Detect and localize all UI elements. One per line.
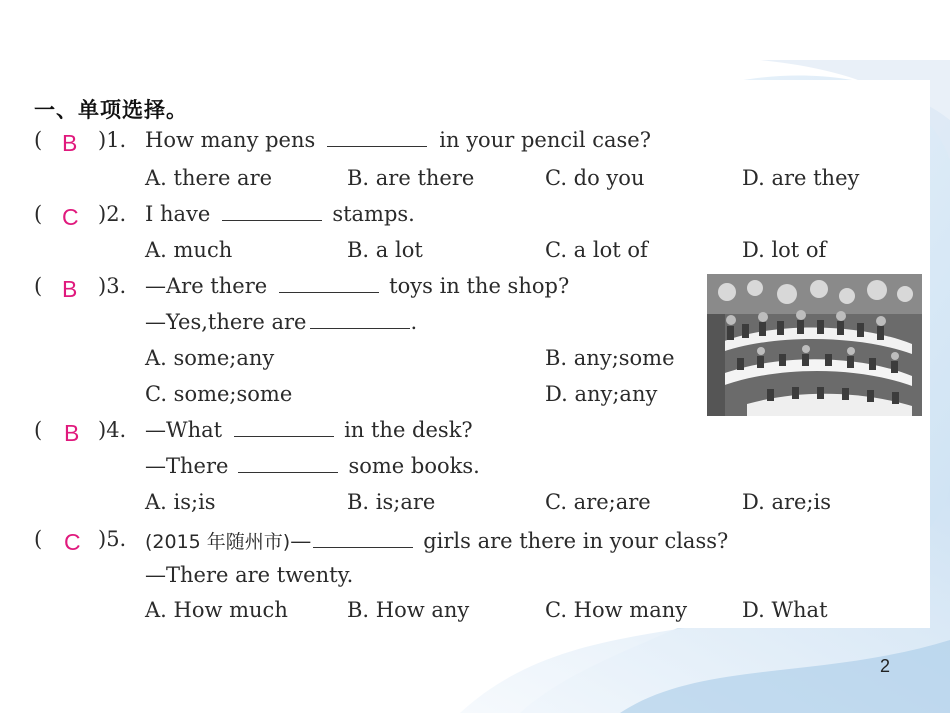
answer-letter: B [62,276,78,302]
question-stem-line-2: —There are twenty. [145,563,354,587]
option-a: A. much [145,238,233,262]
answer-letter: C [64,529,81,555]
answer-paren: ( [34,128,43,152]
question-number: )5. [98,527,127,551]
option-a: A. is;is [145,490,216,514]
option-d: D. lot of [742,238,827,262]
option-c: C. do you [545,166,645,190]
answer-paren: ( [34,274,43,298]
section-title: 一、单项选择。 [34,98,188,122]
answer-blank [222,202,322,221]
question-stem: (2015 年随州市)— girls are there in your class? [145,529,729,553]
answer-blank [234,418,334,437]
option-c: C. some;some [145,382,293,406]
answer-blank [313,529,413,548]
answer-letter: B [62,130,78,156]
option-b: B. any;some [545,346,675,370]
option-b: B. is;are [347,490,436,514]
question-source: (2015 年随州市) [145,531,291,553]
question-stem: How many pens in your pencil case? [145,128,651,152]
question-number: )4. [98,418,127,442]
answer-blank [310,310,410,329]
answer-letter: B [64,420,80,446]
option-a: A. there are [145,166,273,190]
option-d: D. are;is [742,490,831,514]
answer-blank [238,454,338,473]
option-a: A. some;any [145,346,275,370]
option-d: D. are they [742,166,860,190]
question-stem-line-2: —Yes,there are . [145,310,418,334]
question-stem-line-2: —There some books. [145,454,480,478]
option-b: B. are there [347,166,475,190]
question-number: )2. [98,202,127,226]
question-number: )1. [98,128,127,152]
question-number: )3. [98,274,127,298]
answer-paren: ( [34,418,43,442]
question-stem: —What in the desk? [145,418,473,442]
option-d: D. any;any [545,382,658,406]
option-c: C. How many [545,598,688,622]
question-stem: —Are there toys in the shop? [145,274,570,298]
answer-letter: C [62,204,79,230]
answer-blank [279,274,379,293]
option-c: C. a lot of [545,238,648,262]
option-b: B. a lot [347,238,423,262]
page-number: 2 [880,656,891,676]
question-stem: I have stamps. [145,202,415,226]
option-b: B. How any [347,598,470,622]
option-a: A. How much [145,598,288,622]
option-c: C. are;are [545,490,651,514]
toy-shop-photo [707,274,922,416]
answer-paren: ( [34,527,43,551]
option-d: D. What [742,598,828,622]
answer-blank [327,128,427,147]
answer-paren: ( [34,202,43,226]
